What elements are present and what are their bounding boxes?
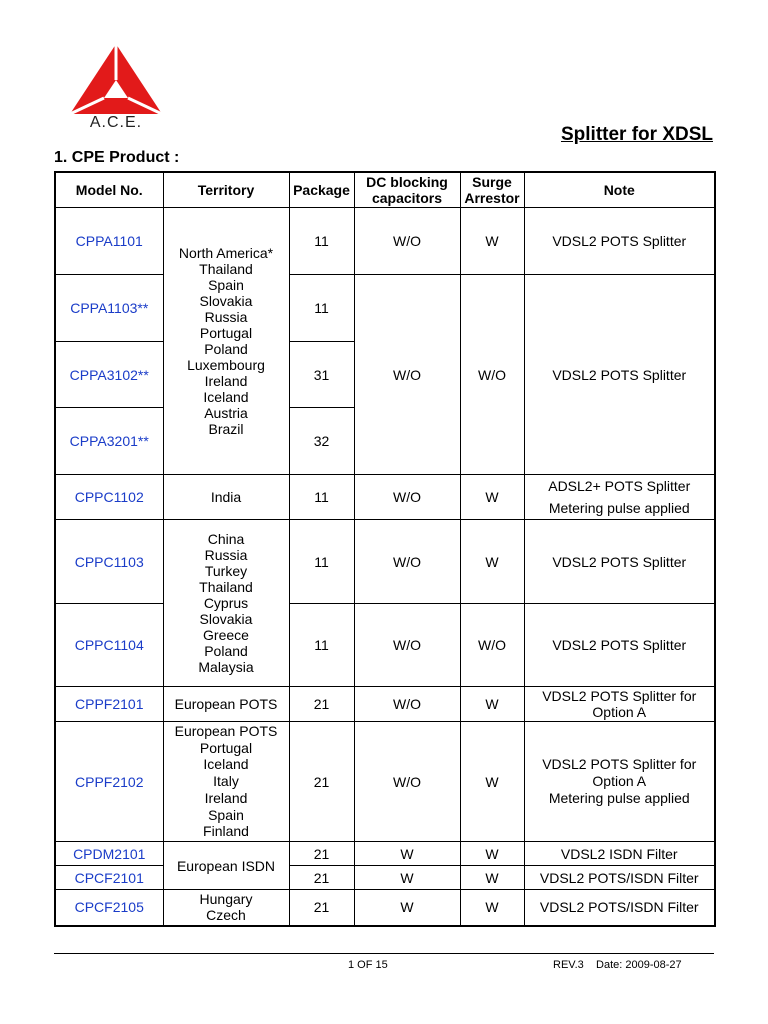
dc-cell: W/O bbox=[354, 722, 460, 842]
ace-triangle-icon bbox=[66, 40, 166, 118]
territory-cell: European ISDN bbox=[163, 842, 289, 890]
surge-cell: W/O bbox=[460, 604, 524, 687]
model-cell: CPPC1102 bbox=[55, 475, 163, 520]
dc-cell: W/O bbox=[354, 475, 460, 520]
surge-cell: W bbox=[460, 866, 524, 890]
table-row bbox=[55, 275, 715, 342]
note-cell: VDSL2 POTS Splitter bbox=[524, 275, 715, 475]
model-cell: CPCF2105 bbox=[55, 890, 163, 926]
surge-cell: W bbox=[460, 890, 524, 926]
note-cell: ADSL2+ POTS Splitter Metering pulse applied bbox=[524, 475, 715, 520]
page-number: 1 OF 15 bbox=[348, 959, 388, 971]
surge-cell: W bbox=[460, 475, 524, 520]
territory-cell: European POTS Portugal Iceland Italy Ireland Spain Finland bbox=[163, 722, 289, 842]
section-title: 1. CPE Product : bbox=[54, 149, 180, 166]
model-cell: CPPA3102** bbox=[55, 342, 163, 408]
package-cell: 31 bbox=[289, 342, 354, 408]
surge-cell: W bbox=[460, 842, 524, 866]
package-cell: 21 bbox=[289, 890, 354, 926]
territory-cell: European POTS bbox=[163, 687, 289, 722]
surge-cell: W bbox=[460, 520, 524, 604]
header-surge-arrestor: Surge Arrestor bbox=[460, 172, 524, 208]
table-header-row bbox=[55, 172, 715, 208]
note-cell: VDSL2 POTS Splitter for Option A Metering pulse applied bbox=[524, 722, 715, 842]
dc-cell: W/O bbox=[354, 208, 460, 275]
table-row bbox=[55, 520, 715, 604]
note-cell: VDSL2 POTS/ISDN Filter bbox=[524, 890, 715, 926]
note-cell: VDSL2 POTS Splitter bbox=[524, 208, 715, 275]
model-cell: CPPA1101 bbox=[55, 208, 163, 275]
dc-cell: W/O bbox=[354, 604, 460, 687]
ace-logo bbox=[66, 40, 166, 140]
surge-cell: W bbox=[460, 687, 524, 722]
package-cell: 11 bbox=[289, 275, 354, 342]
page-title: Splitter for XDSL bbox=[560, 124, 713, 145]
note-cell: VDSL2 POTS/ISDN Filter bbox=[524, 866, 715, 890]
model-cell: CPPA1103** bbox=[55, 275, 163, 342]
product-table bbox=[54, 171, 716, 927]
package-cell: 11 bbox=[289, 208, 354, 275]
table-row bbox=[55, 687, 715, 722]
package-cell: 21 bbox=[289, 866, 354, 890]
territory-cell: India bbox=[163, 475, 289, 520]
table-row bbox=[55, 475, 715, 520]
surge-cell: W bbox=[460, 208, 524, 275]
table-row bbox=[55, 208, 715, 275]
header-model: Model No. bbox=[55, 172, 163, 208]
package-cell: 21 bbox=[289, 722, 354, 842]
territory-cell: China Russia Turkey Thailand Cyprus Slovakia Greece Poland Malaysia bbox=[163, 520, 289, 687]
table-row bbox=[55, 866, 715, 890]
note-cell: VDSL2 ISDN Filter bbox=[524, 842, 715, 866]
note-cell: VDSL2 POTS Splitter bbox=[524, 520, 715, 604]
header-note: Note bbox=[524, 172, 715, 208]
package-cell: 11 bbox=[289, 475, 354, 520]
dc-cell: W/O bbox=[354, 275, 460, 475]
table-row bbox=[55, 722, 715, 842]
package-cell: 21 bbox=[289, 842, 354, 866]
package-cell: 32 bbox=[289, 408, 354, 475]
model-cell: CPPF2101 bbox=[55, 687, 163, 722]
table-row bbox=[55, 842, 715, 866]
table-row bbox=[55, 604, 715, 687]
dc-cell: W/O bbox=[354, 687, 460, 722]
surge-cell: W/O bbox=[460, 275, 524, 475]
logo-text: A.C.E. bbox=[89, 114, 143, 131]
dc-cell: W/O bbox=[354, 520, 460, 604]
table-row bbox=[55, 890, 715, 926]
package-cell: 21 bbox=[289, 687, 354, 722]
model-cell: CPPC1104 bbox=[55, 604, 163, 687]
model-cell: CPPF2102 bbox=[55, 722, 163, 842]
revision-date: REV.3 Date: 2009-08-27 bbox=[553, 959, 682, 971]
model-cell: CPPA3201** bbox=[55, 408, 163, 475]
note-cell: VDSL2 POTS Splitter for Option A bbox=[524, 687, 715, 722]
header-package: Package bbox=[289, 172, 354, 208]
dc-cell: W bbox=[354, 890, 460, 926]
header-dc-blocking: DC blocking capacitors bbox=[354, 172, 460, 208]
surge-cell: W bbox=[460, 722, 524, 842]
territory-cell: North America* Thailand Spain Slovakia Russia Portugal Poland Luxembourg Ireland Iceland Austria Brazil bbox=[163, 208, 289, 475]
dc-cell: W bbox=[354, 842, 460, 866]
model-cell: CPPC1103 bbox=[55, 520, 163, 604]
header-territory: Territory bbox=[163, 172, 289, 208]
territory-cell: Hungary Czech bbox=[163, 890, 289, 926]
model-cell: CPCF2101 bbox=[55, 866, 163, 890]
note-cell: VDSL2 POTS Splitter bbox=[524, 604, 715, 687]
model-cell: CPDM2101 bbox=[55, 842, 163, 866]
package-cell: 11 bbox=[289, 520, 354, 604]
package-cell: 11 bbox=[289, 604, 354, 687]
dc-cell: W bbox=[354, 866, 460, 890]
footer-divider bbox=[54, 953, 714, 954]
